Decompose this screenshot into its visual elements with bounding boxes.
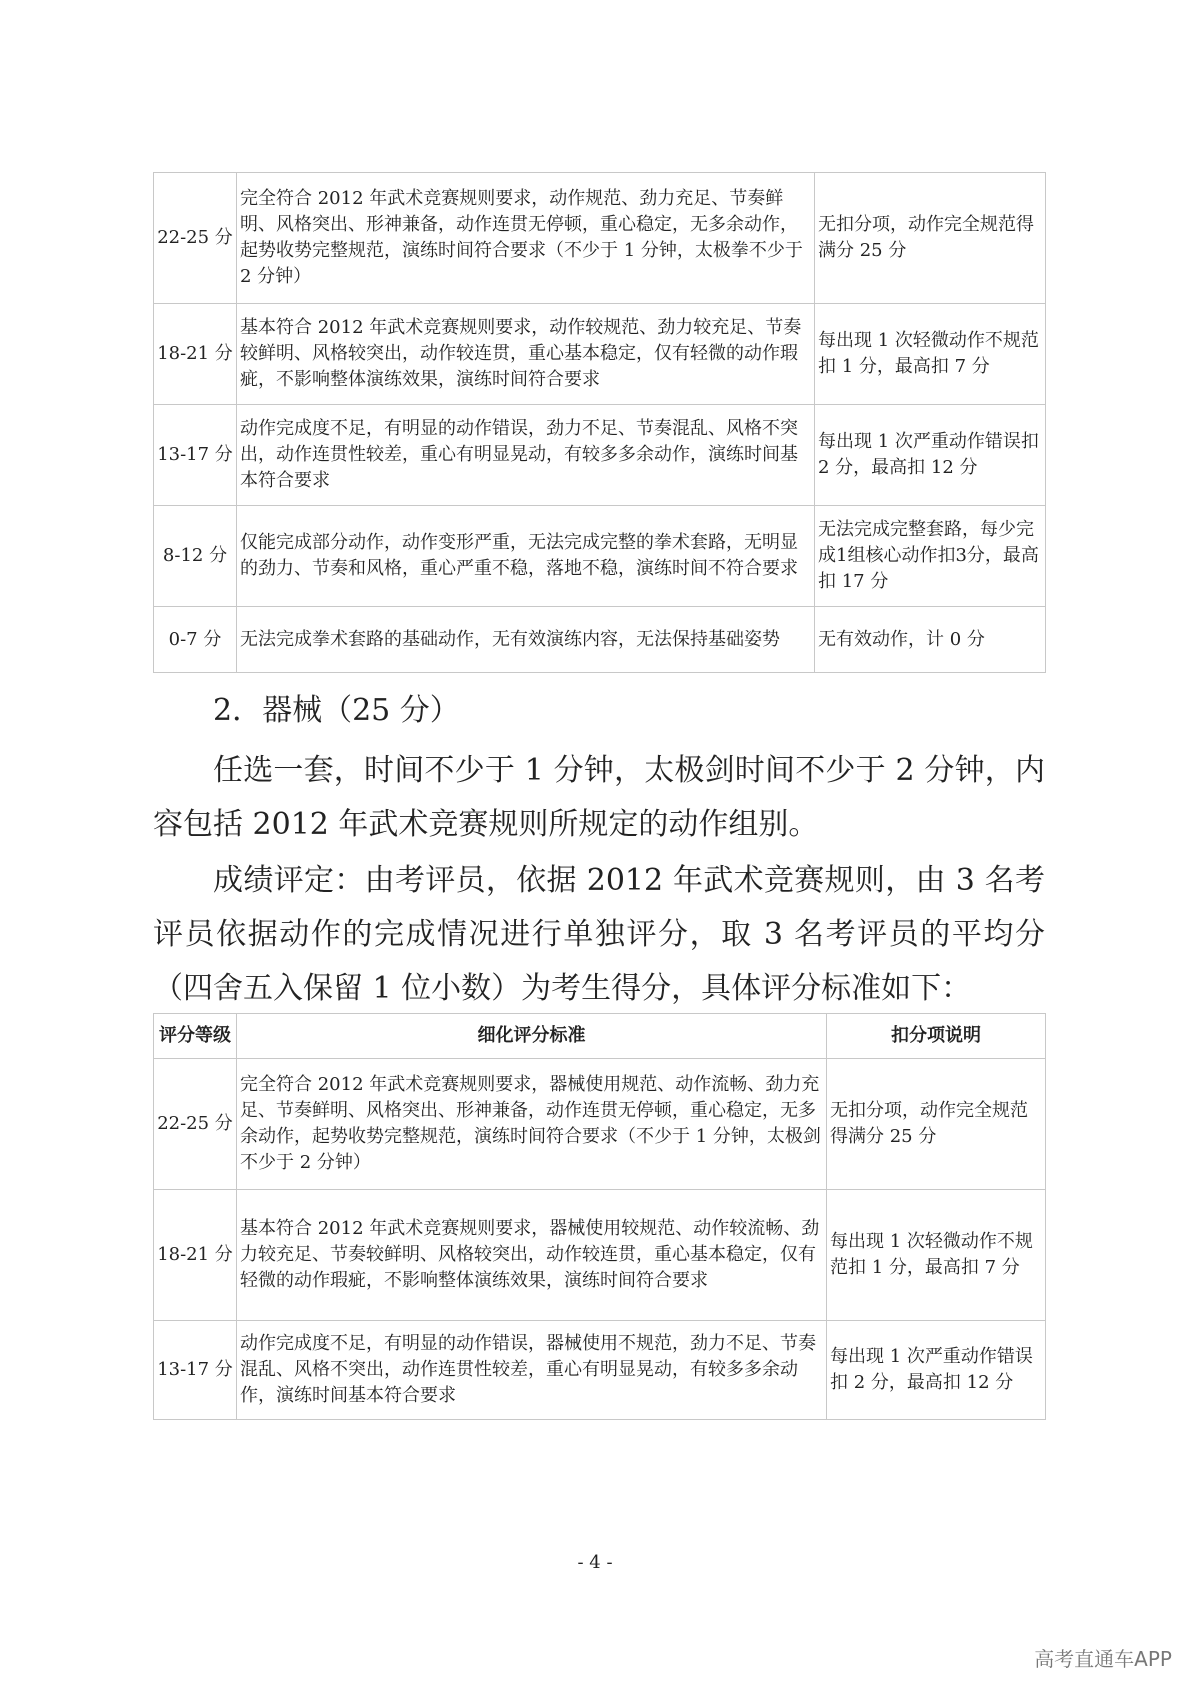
standard-cell: 动作完成度不足，有明显的动作错误，器械使用不规范，劲力不足、节奏混乱、风格不突出，动作连贯性较差，重心有明显晃动，有较多多余动作，演练时间基本符合要求 [237,1321,827,1420]
grade-cell: 13-17 分 [154,405,237,506]
grade-cell: 0-7 分 [154,607,237,673]
deduction-cell: 每出现 1 次严重动作错误扣 2 分，最高扣 12 分 [815,405,1046,506]
page-number: - 4 - [577,1552,613,1573]
table-row [154,173,1046,304]
table-row [154,1190,1046,1321]
standard-cell: 基本符合 2012 年武术竞赛规则要求，动作较规范、劲力较充足、节奏较鲜明、风格较突出，动作较连贯，重心基本稳定，仅有轻微的动作瑕疵，不影响整体演练效果，演练时间符合要求 [237,304,815,405]
table-row [154,506,1046,607]
standard-cell: 完全符合 2012 年武术竞赛规则要求，器械使用规范、动作流畅、劲力充足、节奏鲜明、风格突出、形神兼备，动作连贯无停顿，重心稳定，无多余动作，起势收势完整规范，演练时间符合要求（不少于 1 分钟，太极剑不少于 2 分钟） [237,1059,827,1190]
scoring-table-weapons [153,1013,1046,1420]
header-standard: 细化评分标准 [237,1014,827,1059]
table-row [154,1321,1046,1420]
deduction-cell: 无扣分项，动作完全规范得满分 25 分 [827,1059,1046,1190]
grade-cell: 22-25 分 [154,1059,237,1190]
standard-cell: 完全符合 2012 年武术竞赛规则要求，动作规范、劲力充足、节奏鲜明、风格突出、形神兼备，动作连贯无停顿，重心稳定，无多余动作，起势收势完整规范，演练时间符合要求（不少于 1 分钟，太极拳不少于 2 分钟） [237,173,815,304]
table-row [154,607,1046,673]
standard-cell: 仅能完成部分动作，动作变形严重，无法完成完整的拳术套路，无明显的劲力、节奏和风格，重心严重不稳，落地不稳，演练时间不符合要求 [237,506,815,607]
grade-cell: 8-12 分 [154,506,237,607]
watermark: 高考直通车APP [1034,1647,1172,1671]
grade-cell: 18-21 分 [154,1190,237,1321]
table-row [154,304,1046,405]
body-paragraph: 任选一套，时间不少于 1 分钟，太极剑时间不少于 2 分钟，内容包括 2012 年武术竞赛规则所规定的动作组别。 [153,753,1045,842]
grade-cell: 22-25 分 [154,173,237,304]
scoring-table-boxing [153,172,1046,673]
body-paragraph: 成绩评定：由考评员，依据 2012 年武术竞赛规则，由 3 名考评员依据动作的完成情况进行单独评分，取 3 名考评员的平均分（四舍五入保留 1 位小数）为考生得分，具体评分标准如下： [153,863,1045,1006]
deduction-cell: 无有效动作，计 0 分 [815,607,1046,673]
deduction-cell: 无法完成完整套路，每少完成1组核心动作扣3分，最高扣 17 分 [815,506,1046,607]
table-row [154,1059,1046,1190]
deduction-cell: 每出现 1 次轻微动作不规范扣 1 分，最高扣 7 分 [827,1190,1046,1321]
deduction-cell: 无扣分项，动作完全规范得满分 25 分 [815,173,1046,304]
standard-cell: 基本符合 2012 年武术竞赛规则要求，器械使用较规范、动作较流畅、劲力较充足、节奏较鲜明、风格较突出，动作较连贯，重心基本稳定，仅有轻微的动作瑕疵，不影响整体演练效果，演练时间符合要求 [237,1190,827,1321]
standard-cell: 动作完成度不足，有明显的动作错误，劲力不足、节奏混乱、风格不突出，动作连贯性较差，重心有明显晃动，有较多多余动作，演练时间基本符合要求 [237,405,815,506]
deduction-cell: 每出现 1 次严重动作错误扣 2 分，最高扣 12 分 [827,1321,1046,1420]
section-heading: 2．器械（25 分） [213,693,460,728]
grade-cell: 13-17 分 [154,1321,237,1420]
deduction-cell: 每出现 1 次轻微动作不规范扣 1 分，最高扣 7 分 [815,304,1046,405]
standard-cell: 无法完成拳术套路的基础动作，无有效演练内容，无法保持基础姿势 [237,607,815,673]
table-row [154,405,1046,506]
table-header-row [154,1014,1046,1059]
header-deduction: 扣分项说明 [827,1014,1046,1059]
header-grade: 评分等级 [154,1014,237,1059]
grade-cell: 18-21 分 [154,304,237,405]
